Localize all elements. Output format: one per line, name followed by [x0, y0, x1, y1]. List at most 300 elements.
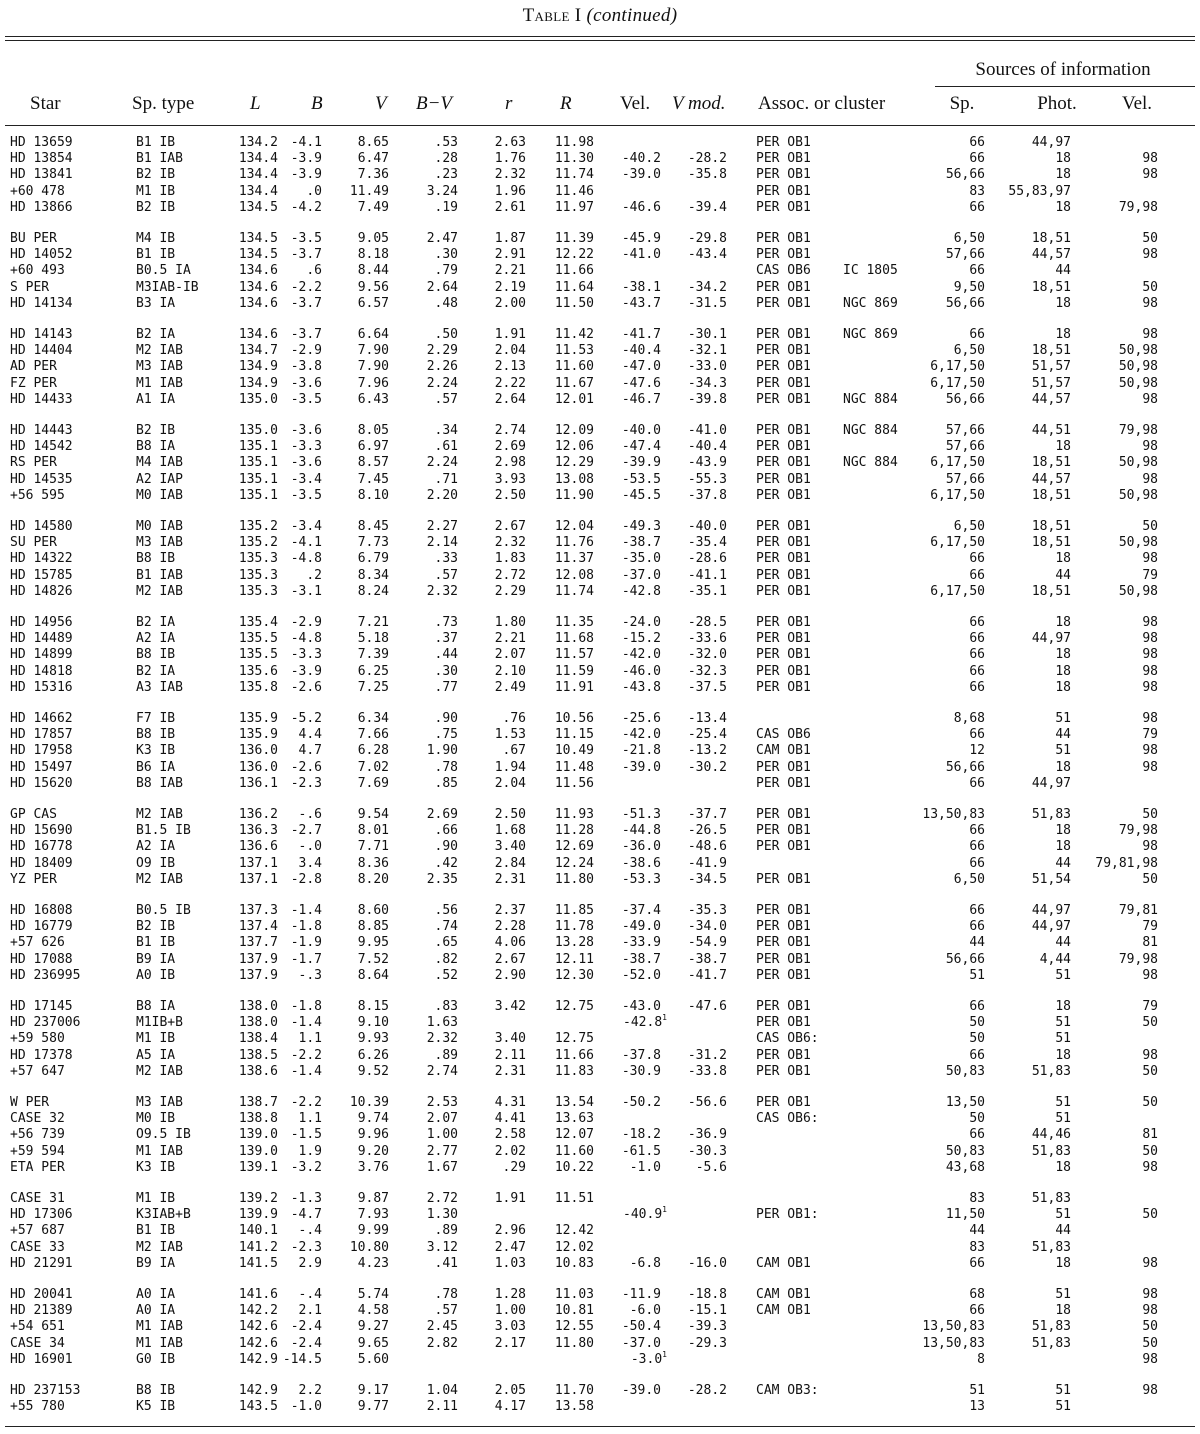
cell-vmod: -37.8	[687, 487, 727, 503]
cell-BV: .30	[434, 663, 458, 679]
cell-src-sp: 8	[977, 1351, 985, 1367]
cell-star: HD 14489	[10, 631, 73, 647]
cell-vmod: -35.3	[687, 903, 727, 918]
cell-src-sp: 6,17,50	[930, 359, 985, 375]
cell-B: 4.4	[298, 727, 322, 743]
cell-BV: 2.72	[426, 1191, 458, 1206]
cell-src-sp: 66	[969, 663, 985, 679]
cell-src-phot: 44	[1055, 263, 1071, 279]
cell-BV: .23	[434, 167, 458, 183]
cell-star: HD 17306	[10, 1207, 73, 1223]
cell-L: 135.9	[238, 711, 278, 726]
cell-vmod: -28.5	[687, 615, 727, 630]
cell-src-vel: 79	[1142, 727, 1158, 743]
cell-L: 135.2	[238, 519, 278, 534]
cell-V: 6.47	[357, 151, 389, 167]
cell-B: -2.2	[290, 1095, 322, 1110]
cell-vmod: -30.3	[687, 1143, 727, 1159]
cell-V: 7.73	[357, 535, 389, 551]
bottom-rule	[5, 1426, 1195, 1427]
cell-V: 7.45	[357, 471, 389, 487]
cell-src-sp: 66	[969, 551, 985, 567]
cell-src-vel: 50,98	[1118, 375, 1158, 391]
cell-sptype: M3 IAB	[136, 359, 183, 375]
cell-L: 137.9	[238, 951, 278, 967]
cell-star: +60 478	[10, 183, 65, 199]
cell-L: 134.5	[238, 199, 278, 215]
cell-src-phot: 18	[1055, 167, 1071, 183]
cell-src-vel: 50,98	[1118, 535, 1158, 551]
cell-V: 8.15	[357, 999, 389, 1014]
cell-src-sp: 56,66	[945, 951, 985, 967]
cell-sptype: B1 IB	[136, 135, 176, 150]
header-r: r	[505, 93, 513, 114]
cell-star: HD 14134	[10, 295, 73, 311]
cell-assoc: PER OB1	[756, 903, 811, 918]
cell-assoc: PER OB1	[756, 775, 811, 791]
cell-R: 12.29	[554, 455, 594, 471]
cell-vmod: -13.2	[687, 743, 727, 759]
cell-r: 2.84	[494, 855, 526, 871]
cell-star: HD 16808	[10, 903, 73, 918]
cell-BV: 2.27	[426, 519, 458, 534]
cell-V: 7.49	[357, 199, 389, 215]
cell-L: 135.5	[238, 631, 278, 647]
cell-sptype: K3 IB	[136, 1159, 176, 1175]
cell-sptype: B0.5 IA	[136, 263, 191, 279]
cell-B: -2.3	[290, 1239, 322, 1255]
cell-src-phot: 18,51	[1031, 519, 1071, 534]
cell-src-phot: 18	[1055, 647, 1071, 663]
cell-V: 8.85	[357, 919, 389, 935]
cell-src-sp: 66	[969, 1127, 985, 1143]
cell-star: HD 14818	[10, 663, 73, 679]
cell-BV: .57	[434, 391, 458, 407]
cell-R: 11.30	[554, 151, 594, 167]
cell-R: 11.56	[554, 775, 594, 791]
cell-vmod: -31.2	[687, 1047, 727, 1063]
cell-cluster: NGC 884	[843, 391, 898, 407]
cell-r: 1.83	[494, 551, 526, 567]
cell-sptype: A0 IA	[136, 1287, 176, 1302]
cell-vel: -46.6	[621, 199, 661, 215]
cell-vel: -44.8	[621, 823, 661, 839]
cell-assoc: PER OB1	[756, 183, 811, 199]
cell-assoc: PER OB1	[756, 423, 811, 438]
cell-r: 2.50	[494, 807, 526, 822]
cell-src-sp: 66	[969, 679, 985, 695]
cell-r: 1.68	[494, 823, 526, 839]
cell-B: -.4	[298, 1287, 322, 1302]
cell-BV: 2.35	[426, 871, 458, 887]
cell-src-phot: 44,97	[1031, 919, 1071, 935]
cell-V: 6.26	[357, 1047, 389, 1063]
cell-src-vel: 50,98	[1118, 455, 1158, 471]
cell-sptype: M1IB+B	[136, 1015, 183, 1031]
cell-sptype: A2 IA	[136, 631, 176, 647]
cell-src-vel: 79,81,98	[1095, 855, 1158, 871]
cell-src-vel: 50	[1142, 1319, 1158, 1335]
cell-assoc: CAS OB6:	[756, 1031, 819, 1047]
cell-src-phot: 51	[1055, 1031, 1071, 1047]
cell-src-sp: 57,66	[945, 439, 985, 455]
cell-src-vel: 50	[1142, 1063, 1158, 1079]
cell-star: HD 16779	[10, 919, 73, 935]
cell-vel: -40.9$^1$	[623, 1205, 667, 1223]
cell-sptype: B1 IAB	[136, 567, 183, 583]
header-star: Star	[30, 93, 61, 114]
cell-L: 139.2	[238, 1191, 278, 1206]
cell-star: +57 687	[10, 1223, 65, 1239]
cell-R: 11.60	[554, 1143, 594, 1159]
cell-src-vel: 98	[1142, 247, 1158, 263]
cell-B: -1.4	[290, 1015, 322, 1031]
cell-vmod: -33.0	[687, 359, 727, 375]
cell-L: 135.1	[238, 471, 278, 487]
cell-assoc: PER OB1	[756, 135, 811, 150]
cell-BV: .79	[434, 263, 458, 279]
cell-R: 11.66	[554, 1047, 594, 1063]
sources-header: Sources of information	[975, 59, 1151, 80]
cell-vmod: -28.2	[687, 151, 727, 167]
cell-src-phot: 51	[1055, 1095, 1071, 1110]
cell-V: 6.79	[357, 551, 389, 567]
cell-vmod: -34.3	[687, 375, 727, 391]
cell-BV: 2.47	[426, 231, 458, 246]
cell-src-phot: 51	[1055, 1383, 1071, 1398]
cell-src-sp: 66	[969, 327, 985, 342]
cell-B: -3.3	[290, 439, 322, 455]
cell-BV: .89	[434, 1047, 458, 1063]
cell-B: 1.9	[298, 1143, 322, 1159]
cell-BV: 2.74	[426, 1063, 458, 1079]
cell-r: 1.87	[494, 231, 526, 246]
cell-L: 139.9	[238, 1207, 278, 1223]
cell-r: 2.64	[494, 391, 526, 407]
cell-V: 8.44	[357, 263, 389, 279]
cell-assoc: PER OB1	[756, 535, 811, 551]
cell-star: HD 13866	[10, 199, 73, 215]
cell-assoc: PER OB1	[756, 871, 811, 887]
cell-src-phot: 44,97	[1031, 903, 1071, 918]
cell-vel: -53.5	[621, 471, 661, 487]
cell-vel: -52.0	[621, 967, 661, 983]
cell-vel: -39.0	[621, 167, 661, 183]
cell-L: 136.2	[238, 807, 278, 822]
cell-src-vel: 50	[1142, 1143, 1158, 1159]
cell-BV: .83	[434, 999, 458, 1014]
cell-src-sp: 66	[969, 567, 985, 583]
cell-sptype: K5 IB	[136, 1399, 176, 1415]
cell-vmod: -40.0	[687, 519, 727, 534]
cell-src-sp: 13	[969, 1399, 985, 1415]
cell-assoc: PER OB1	[756, 919, 811, 935]
cell-star: HD 21291	[10, 1255, 73, 1271]
cell-assoc: CAM OB1	[756, 743, 811, 759]
cell-L: 135.5	[238, 647, 278, 663]
cell-assoc: PER OB1	[756, 647, 811, 663]
cell-V: 7.25	[357, 679, 389, 695]
cell-assoc: PER OB1	[756, 151, 811, 167]
cell-vmod: -34.0	[687, 919, 727, 935]
cell-star: HD 17145	[10, 999, 73, 1014]
cell-r: 2.10	[494, 663, 526, 679]
cell-BV: .89	[434, 1223, 458, 1239]
cell-V: 8.64	[357, 967, 389, 983]
cell-src-phot: 51,83	[1031, 1191, 1071, 1206]
cell-r: 2.11	[494, 1047, 526, 1063]
cell-src-vel: 98	[1142, 615, 1158, 630]
cell-B: -1.7	[290, 951, 322, 967]
cell-star: CASE 31	[10, 1191, 65, 1206]
cell-V: 9.99	[357, 1223, 389, 1239]
cell-star: CASE 33	[10, 1239, 65, 1255]
cell-BV: .34	[434, 423, 458, 438]
cell-L: 136.0	[238, 743, 278, 759]
cell-L: 138.0	[238, 999, 278, 1014]
header-R: R	[560, 93, 572, 114]
cell-star: HD 17958	[10, 743, 73, 759]
cell-L: 139.0	[238, 1127, 278, 1143]
cell-assoc: PER OB1	[756, 519, 811, 534]
cell-B: -1.4	[290, 1063, 322, 1079]
cell-sptype: B2 IB	[136, 423, 176, 438]
cell-assoc: PER OB1	[756, 1047, 811, 1063]
cell-BV: .73	[434, 615, 458, 630]
cell-src-vel: 79,98	[1118, 199, 1158, 215]
cell-src-sp: 66	[969, 919, 985, 935]
cell-src-phot: 44,97	[1031, 631, 1071, 647]
cell-R: 13.08	[554, 471, 594, 487]
cell-V: 5.74	[357, 1287, 389, 1302]
cell-BV: 2.64	[426, 279, 458, 295]
cell-V: 9.56	[357, 279, 389, 295]
cell-B: -1.8	[290, 999, 322, 1014]
cell-vel: -53.3	[621, 871, 661, 887]
cell-L: 135.0	[238, 423, 278, 438]
cell-star: HD 13841	[10, 167, 73, 183]
cell-B: -4.1	[290, 135, 322, 150]
cell-src-phot: 18	[1055, 295, 1071, 311]
cell-assoc: PER OB1	[756, 823, 811, 839]
cell-r: 1.00	[494, 1303, 526, 1319]
cell-vel: -47.0	[621, 359, 661, 375]
cell-vmod: -33.6	[687, 631, 727, 647]
cell-L: 137.7	[238, 935, 278, 951]
cell-B: -4.7	[290, 1207, 322, 1223]
cell-L: 142.2	[238, 1303, 278, 1319]
cell-src-vel: 98	[1142, 295, 1158, 311]
cell-src-vel: 79	[1142, 567, 1158, 583]
cell-star: HD 13854	[10, 151, 73, 167]
cell-src-phot: 18,51	[1031, 231, 1071, 246]
cell-R: 11.46	[554, 183, 594, 199]
cell-src-phot: 18	[1055, 439, 1071, 455]
cell-src-vel: 50	[1142, 231, 1158, 246]
cell-B: -1.4	[290, 903, 322, 918]
cell-sptype: O9.5 IB	[136, 1127, 191, 1143]
cell-vmod: -18.8	[687, 1287, 727, 1302]
cell-vmod: -29.8	[687, 231, 727, 246]
cell-r: 2.04	[494, 775, 526, 791]
cell-r: 2.32	[494, 535, 526, 551]
cell-R: 11.42	[554, 327, 594, 342]
cell-src-vel: 50	[1142, 1335, 1158, 1351]
cell-V: 8.45	[357, 519, 389, 534]
cell-vel: -61.5	[621, 1143, 661, 1159]
cell-r: 2.96	[494, 1223, 526, 1239]
cell-vel: -36.0	[621, 839, 661, 855]
cell-B: 3.4	[298, 855, 322, 871]
cell-V: 8.24	[357, 583, 389, 599]
cell-src-phot: 18,51	[1031, 535, 1071, 551]
cell-src-phot: 18	[1055, 1255, 1071, 1271]
cell-star: HD 237006	[10, 1015, 81, 1031]
cell-L: 134.6	[238, 279, 278, 295]
cell-R: 11.53	[554, 343, 594, 359]
cell-L: 141.6	[238, 1287, 278, 1302]
cell-r: 2.67	[494, 951, 526, 967]
cell-BV: .41	[434, 1255, 458, 1271]
cell-assoc: CAS OB6	[756, 727, 811, 743]
cell-BV: 3.12	[426, 1239, 458, 1255]
cell-vel: $-3.0^1$	[630, 1349, 667, 1367]
cell-star: HD 14956	[10, 615, 73, 630]
cell-V: 10.39	[349, 1095, 389, 1110]
header-vmod: V mod.	[672, 93, 726, 114]
cell-vmod: -34.5	[687, 871, 727, 887]
cell-assoc: PER OB1	[756, 951, 811, 967]
cell-src-vel: 98	[1142, 839, 1158, 855]
cell-L: 138.0	[238, 1015, 278, 1031]
cell-vmod: -30.1	[687, 327, 727, 342]
cell-sptype: M2 IAB	[136, 343, 183, 359]
cell-src-phot: 51	[1055, 967, 1071, 983]
cell-V: 6.25	[357, 663, 389, 679]
cell-star: GP CAS	[10, 807, 57, 822]
cell-sptype: B2 IA	[136, 615, 176, 630]
cell-src-sp: 66	[969, 855, 985, 871]
cell-r: 2.37	[494, 903, 526, 918]
cell-src-vel: 98	[1142, 167, 1158, 183]
cell-assoc: PER OB1	[756, 551, 811, 567]
cell-src-phot: 51,83	[1031, 1063, 1071, 1079]
cell-src-phot: 18	[1055, 551, 1071, 567]
cell-star: +59 580	[10, 1031, 65, 1047]
cell-V: 9.54	[357, 807, 389, 822]
cell-vel: -37.8	[621, 1047, 661, 1063]
cell-B: .6	[306, 263, 322, 279]
cell-vel: -21.8	[621, 743, 661, 759]
cell-B: -1.3	[290, 1191, 322, 1206]
cell-R: 12.75	[554, 999, 594, 1014]
cell-sptype: M1 IAB	[136, 1319, 183, 1335]
cell-vmod: -34.2	[687, 279, 727, 295]
cell-vel: -37.0	[621, 567, 661, 583]
cell-BV: 1.67	[426, 1159, 458, 1175]
cell-star: HD 236995	[10, 967, 81, 983]
cell-star: +60 493	[10, 263, 65, 279]
cell-vel: -47.6	[621, 375, 661, 391]
cell-star: HD 237153	[10, 1383, 81, 1398]
cell-B: -2.2	[290, 279, 322, 295]
cell-src-sp: 6,17,50	[930, 583, 985, 599]
cell-B: -3.1	[290, 583, 322, 599]
cell-vmod: -37.5	[687, 679, 727, 695]
cell-star: +57 626	[10, 935, 65, 951]
cell-B: -3.7	[290, 295, 322, 311]
cell-L: 135.9	[238, 727, 278, 743]
cell-assoc: PER OB1	[756, 967, 811, 983]
cell-sptype: F7 IB	[136, 711, 176, 726]
cell-src-vel: 79	[1142, 999, 1158, 1014]
cell-assoc: PER OB1	[756, 1095, 811, 1110]
cell-vel: -39.0	[621, 759, 661, 775]
header-V: V	[375, 93, 387, 114]
cell-V: 9.96	[357, 1127, 389, 1143]
cell-L: 134.6	[238, 327, 278, 342]
cell-src-sp: 66	[969, 999, 985, 1014]
cell-r: 3.03	[494, 1319, 526, 1335]
cell-V: 9.27	[357, 1319, 389, 1335]
cell-r: 2.91	[494, 247, 526, 263]
cell-B: -3.2	[290, 1159, 322, 1175]
cell-vel: -43.0	[621, 999, 661, 1014]
cell-r: 2.72	[494, 567, 526, 583]
cell-src-sp: 57,66	[945, 471, 985, 487]
cell-B: -3.5	[290, 391, 322, 407]
cell-R: 11.51	[554, 1191, 594, 1206]
cell-r: 2.13	[494, 359, 526, 375]
cell-BV: .85	[434, 775, 458, 791]
cell-src-sp: 6,17,50	[930, 375, 985, 391]
cell-sptype: B9 IA	[136, 951, 176, 967]
cell-assoc: PER OB1:	[756, 1207, 819, 1223]
cell-R: 11.03	[554, 1287, 594, 1302]
cell-sptype: A5 IA	[136, 1047, 176, 1063]
cell-BV: 2.20	[426, 487, 458, 503]
cell-L: 135.6	[238, 663, 278, 679]
cell-V: 7.02	[357, 759, 389, 775]
cell-L: 134.7	[238, 343, 278, 359]
cell-V: 5.60	[357, 1351, 389, 1367]
cell-star: HD 14322	[10, 551, 73, 567]
cell-assoc: PER OB1	[756, 567, 811, 583]
cell-star: +56 739	[10, 1127, 65, 1143]
cell-vmod: -5.6	[695, 1159, 727, 1175]
cell-r: 3.93	[494, 471, 526, 487]
cell-sptype: B3 IA	[136, 295, 176, 311]
cell-vel: -42.8$^1$	[623, 1013, 667, 1031]
cell-assoc: PER OB1	[756, 343, 811, 359]
header-assoc: Assoc. or cluster	[758, 93, 886, 114]
cell-R: 11.66	[554, 263, 594, 279]
cell-L: 135.4	[238, 615, 278, 630]
cell-src-phot: 44,97	[1031, 135, 1071, 150]
cell-B: -3.4	[290, 519, 322, 534]
cell-R: 11.70	[554, 1383, 594, 1398]
cell-sptype: B1 IB	[136, 1223, 176, 1239]
cell-r: 2.32	[494, 167, 526, 183]
cell-src-sp: 66	[969, 615, 985, 630]
cell-star: W PER	[10, 1095, 50, 1110]
cell-assoc: PER OB1	[756, 279, 811, 295]
cell-vmod: -36.9	[687, 1127, 727, 1143]
cell-B: 2.1	[298, 1303, 322, 1319]
cell-vel: -39.9	[621, 455, 661, 471]
cell-BV: .57	[434, 567, 458, 583]
cell-r: 4.31	[494, 1095, 526, 1110]
